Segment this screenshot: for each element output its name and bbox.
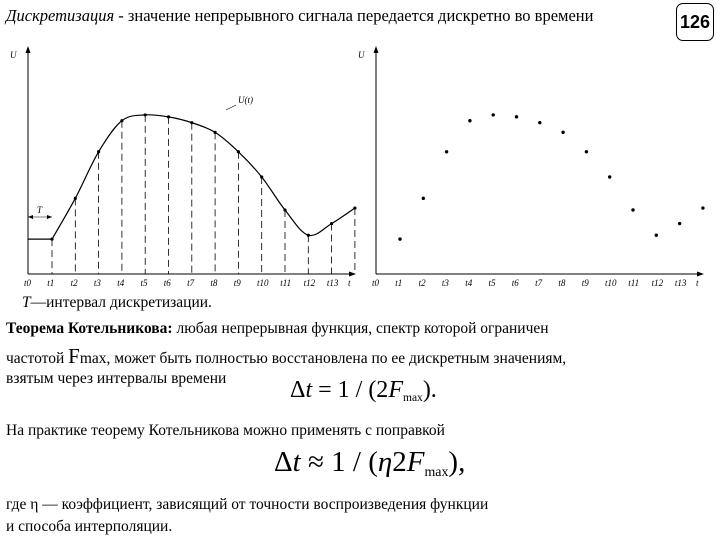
right-tick-label: t11 [628, 278, 640, 288]
header-text: - значение непрерывного сигнала передается дискретно во времени [114, 6, 594, 25]
sample-point [167, 115, 170, 118]
theorem-line-2 [6, 344, 566, 369]
discrete-sample [631, 208, 634, 211]
right-tick-label: t1 [395, 278, 403, 288]
f1-middle: = 1 / (2 [312, 377, 389, 403]
f1-sub: max [402, 392, 423, 405]
theorem-title: Теорема Котельникова: [6, 320, 173, 337]
right-tick-label: t3 [441, 278, 449, 288]
right-tick-label: t13 [674, 278, 687, 288]
discrete-sample [422, 197, 425, 200]
f2-end: ), [448, 446, 466, 478]
theorem-line-3: взятым через интервалы времени [6, 370, 227, 387]
left-tick-label: t0 [24, 278, 32, 288]
left-tick-label: t3 [93, 278, 101, 288]
right-tick-label: t2 [418, 278, 426, 288]
discrete-sample [538, 121, 541, 124]
left-tick-label: t10 [257, 278, 269, 288]
formula-corrected [274, 446, 465, 481]
sample-point [120, 119, 123, 122]
f2-delta: Δ [274, 446, 293, 478]
right-y-arrow [374, 46, 379, 53]
sample-point [144, 113, 147, 116]
right-tick-label: t7 [535, 278, 543, 288]
f2-middle: ≈ 1 / ( [300, 446, 378, 478]
right-tick-label: t4 [465, 278, 473, 288]
left-y-arrow [26, 46, 31, 53]
discrete-sample [608, 175, 611, 178]
slide-header [6, 6, 593, 26]
discrete-sample [655, 234, 658, 237]
discrete-sample [398, 237, 401, 240]
formula-kotelnikov [290, 377, 437, 404]
curve-label-leader [226, 105, 236, 110]
right-tick-label: t5 [488, 278, 496, 288]
right-tick-label: t10 [605, 278, 617, 288]
left-x-label: t [348, 278, 351, 288]
left-tick-label: t5 [140, 278, 148, 288]
f2-F: F [406, 446, 425, 478]
left-tick-label: t4 [117, 278, 125, 288]
note-line-1: где η — коэффициент, зависящий от точности воспроизведения функции [6, 496, 489, 513]
period-arrow-left [28, 215, 33, 219]
f2-sub: max [424, 464, 449, 480]
left-tick-label: t11 [280, 278, 292, 288]
left-tick-label: t7 [187, 278, 195, 288]
right-x-arrow [697, 272, 704, 277]
discrete-sample [492, 113, 495, 116]
discrete-sample [468, 119, 471, 122]
left-plot [10, 46, 357, 288]
f1-delta: Δ [290, 377, 306, 403]
sample-point [74, 197, 77, 200]
f2-t: t [292, 446, 301, 478]
left-tick-label: t2 [70, 278, 78, 288]
theorem-text-2a: частотой [6, 350, 69, 367]
right-plot [358, 46, 705, 288]
curve-label: U(t) [238, 95, 253, 105]
discrete-sample [445, 150, 448, 153]
sample-point [307, 234, 310, 237]
sample-point [353, 206, 356, 209]
discrete-sample [585, 150, 588, 153]
left-tick-label: t9 [233, 278, 241, 288]
right-tick-label: t0 [372, 278, 380, 288]
period-label: T [37, 205, 43, 215]
period-arrow-right [47, 215, 52, 219]
discrete-sample [678, 222, 681, 225]
right-tick-label: t8 [558, 278, 566, 288]
header-term: Дискретизация [6, 6, 115, 25]
left-tick-label: t13 [326, 278, 339, 288]
sample-point [97, 150, 100, 153]
left-tick-label: t1 [47, 278, 55, 288]
caption-text: —интервал дискретизации. [30, 294, 212, 311]
f1-F: F [388, 377, 403, 403]
left-y-label: U [10, 50, 17, 60]
sample-point [283, 208, 286, 211]
theorem-line-1 [6, 320, 549, 338]
sample-point [330, 222, 333, 225]
sample-point [190, 121, 193, 124]
caption-symbol: T [22, 294, 31, 311]
theorem-text-2b: max, может быть полностью восстановлена по ее дискретным значениям, [79, 350, 567, 367]
f1-end: ). [422, 377, 437, 403]
sample-point [214, 131, 217, 134]
signal-curve [28, 115, 355, 239]
right-x-label: t [696, 278, 699, 288]
sample-point [237, 150, 240, 153]
right-tick-label: t12 [651, 278, 664, 288]
right-y-label: U [358, 50, 365, 60]
page-number: 126 [676, 3, 714, 41]
right-tick-label: t6 [511, 278, 519, 288]
f1-t: t [305, 377, 313, 403]
theorem-f-symbol: F [68, 344, 80, 368]
left-x-arrow [349, 272, 356, 277]
discrete-sample [561, 131, 564, 134]
theorem-text-1: любая непрерывная функция, спектр которой ограничен [172, 320, 549, 337]
left-tick-label: t6 [163, 278, 171, 288]
left-tick-label: t12 [303, 278, 316, 288]
note-line-2: и способа интерполяции. [6, 518, 173, 535]
period-caption [22, 294, 212, 312]
f2-two: 2 [392, 446, 407, 478]
practice-text: На практике теорему Котельникова можно применять с поправкой [6, 422, 445, 439]
discrete-sample [515, 115, 518, 118]
sample-point [50, 237, 53, 240]
right-tick-label: t9 [581, 278, 589, 288]
period-marker [28, 205, 52, 219]
sampling-figure [0, 42, 720, 292]
discrete-sample [701, 206, 704, 209]
left-tick-label: t8 [210, 278, 218, 288]
f2-eta: η [377, 446, 393, 478]
sample-point [260, 175, 263, 178]
